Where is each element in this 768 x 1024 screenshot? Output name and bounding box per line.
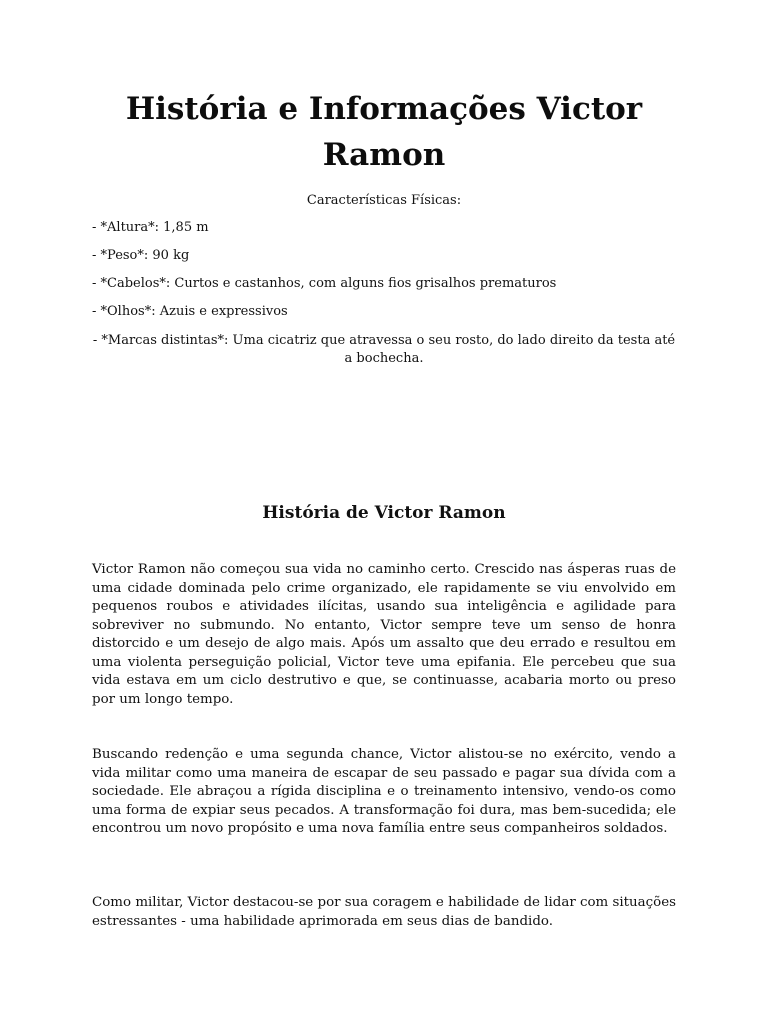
physical-characteristics-heading: Características Físicas: bbox=[306, 193, 462, 208]
document-title: História e Informações Victor Ramon bbox=[125, 91, 643, 173]
history-paragraph: Victor Ramon não começou sua vida no caminho certo. Crescido nas ásperas ruas de uma cidade dominada pelo crime organizado, ele rapidamente se viu envolvido em pequenos roubos e atividades ilícitas, usando sua inteligência e agilidade para sobreviver no submundo. No entanto, Victor sempre teve um senso de honra distorcido e um desejo de algo mais. Após um assalto que deu errado e resultou em uma violenta perseguição policial, Victor teve uma epifania. Ele percebeu que sua vida estava em um ciclo destrutivo e que, se continuasse, acabaria morto ou preso por um longo tempo. bbox=[92, 562, 676, 707]
history-paragraph: Como militar, Victor destacou-se por sua coragem e habilidade de lidar com situações estressantes - uma habilidade aprimorada em seus dias de bandido. bbox=[92, 895, 676, 929]
attribute-eyes: - *Olhos*: Azuis e expressivos bbox=[92, 304, 288, 319]
attribute-distinctive-marks: - *Marcas distintas*: Uma cicatriz que atravessa o seu rosto, do lado direito da testa até a bochecha. bbox=[92, 333, 676, 366]
history-paragraph: Buscando redenção e uma segunda chance, Victor alistou-se no exército, vendo a vida militar como uma maneira de escapar de seu passado e pagar sua dívida com a sociedade. Ele abraçou a rígida disciplina e o treinamento intensivo, vendo-os como uma forma de expiar seus pecados. A transformação foi dura, mas bem-sucedida; ele encontrou um novo propósito e uma nova família entre seus companheiros soldados. bbox=[92, 747, 676, 836]
attribute-height: - *Altura*: 1,85 m bbox=[92, 220, 209, 235]
attribute-weight: - *Peso*: 90 kg bbox=[92, 248, 190, 263]
history-heading: História de Victor Ramon bbox=[262, 503, 506, 523]
attribute-hair: - *Cabelos*: Curtos e castanhos, com alguns fios grisalhos prematuros bbox=[92, 276, 557, 291]
